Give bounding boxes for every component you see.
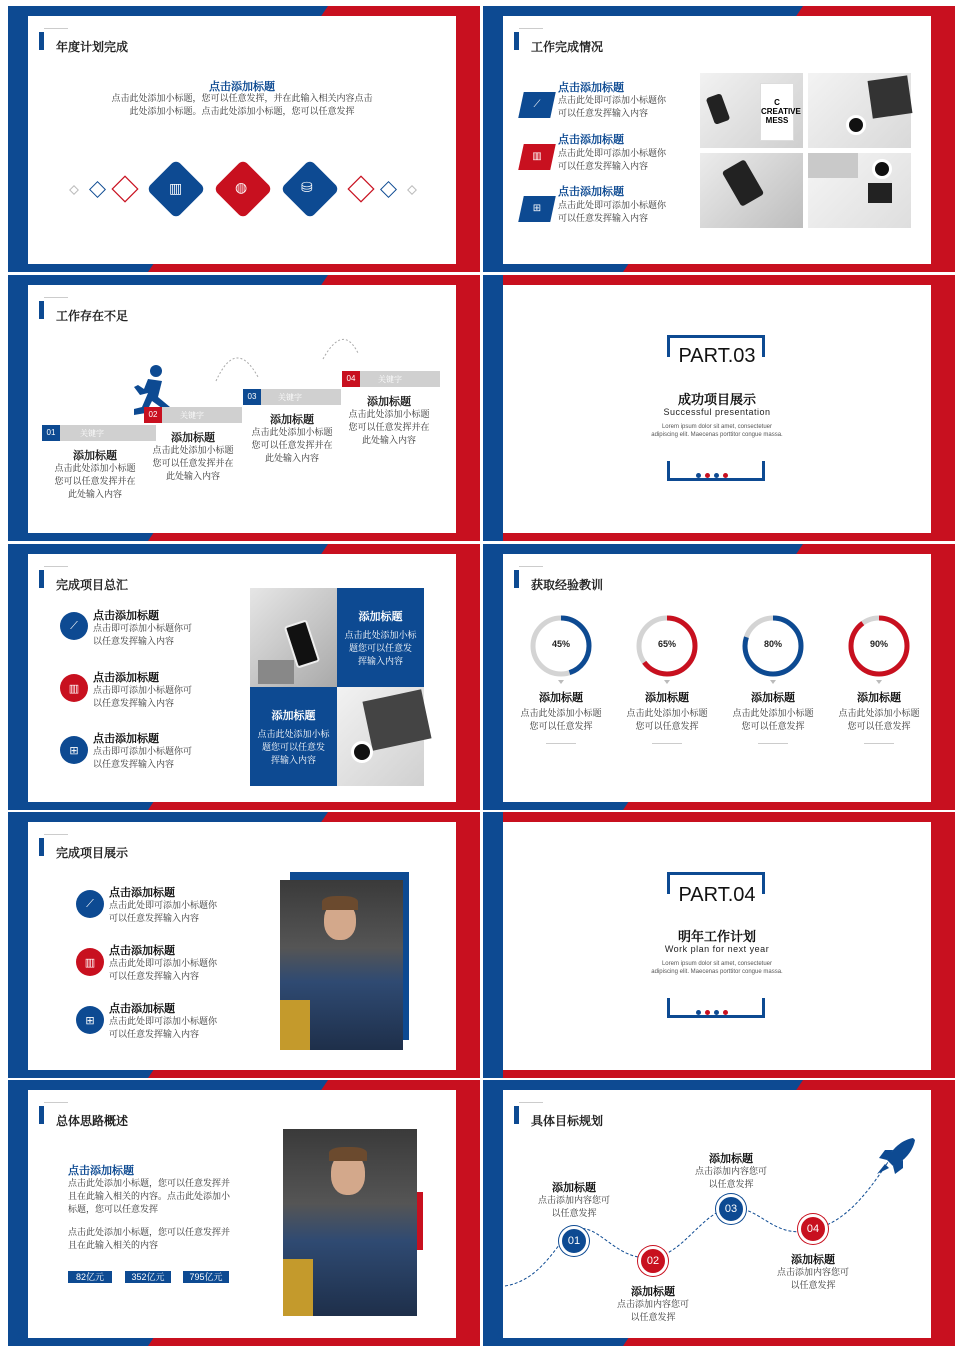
item-text: 点击此处即可添加小标题你 [109, 1016, 218, 1026]
ring-underline [652, 743, 682, 744]
box-text: 点击此处添加小标 [257, 729, 330, 739]
slide-project-showcase [8, 812, 480, 1078]
milestone-text: 以任意发挥 [708, 1179, 754, 1189]
part-number: PART.04 [678, 884, 756, 906]
item-text: 点击此处即可添加小标题你 [109, 958, 218, 968]
milestone-text: 点击添加内容您可 [537, 1195, 610, 1205]
slide-part-03 [483, 275, 955, 541]
ring-text: 点击此处添加小标题 [520, 708, 602, 718]
title-bar [514, 570, 519, 588]
milestone-node: 03 [716, 1194, 746, 1224]
item-text: 以任意发挥输入内容 [93, 759, 175, 769]
step-keyword: 关键字 [80, 429, 104, 438]
photo-laptop-coffee [808, 73, 911, 148]
part-title-cn: 成功项目展示 [677, 392, 756, 407]
step-text: 您可以任意发挥并在 [251, 440, 333, 450]
step-text: 此处输入内容 [264, 453, 319, 463]
value-tag: 795亿元 [183, 1271, 229, 1283]
milestone-heading: 添加标题 [552, 1182, 596, 1194]
ring-text: 您可以任意发挥 [847, 721, 911, 731]
ring-text: 您可以任意发挥 [741, 721, 805, 731]
milestone-node: 02 [638, 1246, 668, 1276]
box-heading: 添加标题 [271, 710, 316, 722]
box-text: 挥输入内容 [270, 755, 316, 765]
milestone-text: 点击添加内容您可 [694, 1166, 767, 1176]
item-text: 点击即可添加小标题你可 [93, 685, 193, 695]
step-heading: 添加标题 [171, 432, 215, 444]
bar-chart-icon: ▥ [518, 144, 556, 170]
slide-project-summary [8, 544, 480, 810]
progress-ring-item [831, 614, 927, 744]
photo-man-reading [283, 1129, 417, 1316]
step-text: 此处输入内容 [361, 435, 416, 445]
progress-ring [619, 614, 715, 684]
slide-title: 总体思路概述 [56, 1114, 129, 1128]
part-title-en: Successful presentation [663, 407, 771, 417]
cart-icon: ⊞ [518, 196, 556, 222]
slide-content [503, 1090, 931, 1338]
lorem-line: adipiscing elit. Maecenas porttitor congue massa. [651, 969, 783, 975]
box-text: 挥输入内容 [357, 656, 403, 666]
info-box [250, 687, 337, 786]
title-line [44, 297, 68, 298]
item-text: 点击此处即可添加小标题你 [558, 200, 667, 210]
title-bar [39, 1106, 44, 1124]
slide-title: 具体目标规划 [531, 1114, 604, 1128]
milestone-text: 以任意发挥 [790, 1280, 836, 1290]
title-line [44, 834, 68, 835]
body-line: 点击此处添加小标题，您可以任意发挥，并在此输入相关内容点击 [111, 93, 373, 103]
value-tag: 82亿元 [68, 1271, 112, 1283]
box-text: 题您可以任意发 [261, 742, 325, 752]
slide-lessons [483, 544, 955, 810]
item-text: 点击即可添加小标题你可 [93, 623, 193, 633]
slide-title: 完成项目总汇 [56, 578, 129, 592]
item-text: 可以任意发挥输入内容 [109, 913, 200, 923]
item-heading: 点击添加标题 [93, 733, 159, 745]
ring-text: 点击此处添加小标题 [838, 708, 920, 718]
photo-phone-pen [700, 153, 803, 228]
progress-ring-item [513, 614, 609, 744]
title-line [519, 28, 543, 29]
rocket-icon [875, 1136, 919, 1176]
item-text: 以任意发挥输入内容 [93, 636, 175, 646]
photo-laptop-coffee [337, 687, 424, 786]
milestone-heading: 添加标题 [709, 1153, 753, 1165]
photo-desk-phone [700, 73, 803, 148]
lorem-line: adipiscing elit. Maecenas porttitor congue massa. [651, 432, 783, 438]
photo-keyboard-coffee [808, 153, 911, 228]
step-text: 点击此处添加小标题 [348, 409, 430, 419]
chart-line-icon: ⟋ [60, 612, 88, 640]
title-line [519, 566, 543, 567]
ring-percent: 90% [869, 639, 888, 649]
item-text: 以任意发挥输入内容 [93, 698, 175, 708]
step-keyword: 关键字 [180, 411, 204, 420]
milestone-node: 04 [798, 1214, 828, 1244]
slide-content [503, 16, 931, 264]
ring-text: 点击此处添加小标题 [732, 708, 814, 718]
step-heading: 添加标题 [270, 414, 314, 426]
database-gear-icon: ⛁ [301, 179, 313, 195]
dots [696, 1002, 728, 1020]
ring-underline [864, 743, 894, 744]
slide-content [503, 554, 931, 802]
slide-title: 工作存在不足 [56, 309, 129, 323]
milestone-node: 01 [559, 1226, 589, 1256]
mess-card: C CREATIVE MESS [760, 83, 794, 141]
slide-content [503, 285, 931, 533]
lorem-line: Lorem ipsum dolor sit amet, consectetuer [661, 424, 773, 430]
slide-work-completion [483, 6, 955, 272]
lorem-line: Lorem ipsum dolor sit amet, consectetuer [661, 961, 773, 967]
progress-ring [831, 614, 927, 684]
slide-content [28, 822, 456, 1070]
milestone-heading: 添加标题 [791, 1254, 835, 1266]
overview-text: 点击此处添加小标题，您可以任意发挥并 [68, 1227, 231, 1237]
title-bar [39, 570, 44, 588]
step-heading: 添加标题 [73, 450, 117, 462]
item-heading: 点击添加标题 [558, 82, 624, 94]
ring-pointer [558, 680, 564, 684]
step-number: 02 [144, 407, 162, 423]
box-text: 题您可以任意发 [348, 643, 412, 653]
item-text: 可以任意发挥输入内容 [109, 971, 200, 981]
step-text: 点击此处添加小标题 [152, 445, 234, 455]
item-text: 点击此处即可添加小标题你 [558, 148, 667, 158]
progress-ring-item [619, 614, 715, 744]
bar-chart-icon: ▥ [60, 674, 88, 702]
step-heading: 添加标题 [367, 396, 411, 408]
ring-percent: 45% [551, 639, 570, 649]
ring-text: 点击此处添加小标题 [626, 708, 708, 718]
item-heading: 点击添加标题 [93, 672, 159, 684]
step-text: 您可以任意发挥并在 [54, 476, 136, 486]
item-heading: 点击添加标题 [93, 610, 159, 622]
progress-ring-item [725, 614, 821, 744]
ring-text: 您可以任意发挥 [635, 721, 699, 731]
ring-percent: 80% [763, 639, 782, 649]
chart-line-icon: ⟋ [76, 890, 104, 918]
step-text: 您可以任意发挥并在 [348, 422, 430, 432]
box-text: 点击此处添加小标 [344, 630, 417, 640]
step-keyword: 关键字 [378, 375, 402, 384]
title-bar [514, 32, 519, 50]
item-text: 点击即可添加小标题你可 [93, 746, 193, 756]
slide-goal-planning [483, 1080, 955, 1346]
slide-overview [8, 1080, 480, 1346]
milestone-heading: 添加标题 [631, 1286, 675, 1298]
slide-content [28, 16, 456, 264]
ring-percent: 65% [657, 639, 676, 649]
item-text: 可以任意发挥输入内容 [558, 213, 649, 223]
step-text: 您可以任意发挥并在 [152, 458, 234, 468]
overview-text: 且在此输入相关的内容。点击此处添加小 [68, 1191, 231, 1201]
ring-text: 您可以任意发挥 [529, 721, 593, 731]
milestone-text: 点击添加内容您可 [616, 1299, 689, 1309]
progress-ring [725, 614, 821, 684]
ring-pointer [664, 680, 670, 684]
step-keyword: 关键字 [278, 393, 302, 402]
slide-annual-plan [8, 6, 480, 272]
item-text: 点击此处即可添加小标题你 [558, 95, 667, 105]
slide-title: 完成项目展示 [56, 846, 129, 860]
slide-work-shortcomings [8, 275, 480, 541]
body-line: 此处添加小标题。点击此处添加小标题，您可以任意发挥 [129, 106, 355, 116]
ring-underline [758, 743, 788, 744]
ring-heading: 添加标题 [857, 692, 901, 704]
subtitle: 点击添加标题 [209, 81, 275, 93]
ring-underline [546, 743, 576, 744]
slide-title: 年度计划完成 [56, 40, 129, 54]
step-number: 03 [243, 389, 261, 405]
value-tag: 352亿元 [125, 1271, 171, 1283]
item-text: 点击此处即可添加小标题你 [109, 900, 218, 910]
item-heading: 点击添加标题 [109, 887, 175, 899]
step-number: 04 [342, 371, 360, 387]
bar-chart-icon: ▥ [76, 948, 104, 976]
slide-title: 工作完成情况 [531, 40, 604, 54]
ring-pointer [876, 680, 882, 684]
coins-icon: ◍ [235, 179, 248, 195]
slide-content [503, 822, 931, 1070]
step-text: 点击此处添加小标题 [251, 427, 333, 437]
slide-content [28, 554, 456, 802]
cart-icon: ⊞ [76, 1006, 104, 1034]
milestone-text: 点击添加内容您可 [776, 1267, 849, 1277]
title-bar [39, 838, 44, 856]
ring-heading: 添加标题 [539, 692, 583, 704]
building-icon: ▥ [169, 180, 183, 196]
overview-text: 点击此处添加小标题，您可以任意发挥并 [68, 1178, 231, 1188]
photo-man-reading [280, 880, 403, 1050]
title-line [44, 566, 68, 567]
title-bar [39, 32, 44, 50]
photo-glasses-phone [250, 588, 337, 687]
slide-content [28, 285, 456, 533]
dots [696, 465, 728, 483]
chart-line-icon: ⟋ [518, 92, 556, 118]
item-text: 可以任意发挥输入内容 [558, 161, 649, 171]
title-bar [39, 301, 44, 319]
step-text: 此处输入内容 [67, 489, 122, 499]
item-heading: 点击添加标题 [109, 945, 175, 957]
item-heading: 点击添加标题 [558, 186, 624, 198]
slide-title: 获取经验教训 [531, 578, 604, 592]
slide-content [28, 1090, 456, 1338]
title-line [44, 1102, 68, 1103]
progress-ring [513, 614, 609, 684]
part-title-en: Work plan for next year [664, 944, 770, 954]
title-line [44, 28, 68, 29]
milestone-text: 以任意发挥 [630, 1312, 676, 1322]
item-heading: 点击添加标题 [109, 1003, 175, 1015]
step-text: 点击此处添加小标题 [54, 463, 136, 473]
box-heading: 添加标题 [358, 611, 403, 623]
info-box [337, 588, 424, 687]
overview-text: 标题，您可以任意发挥 [68, 1204, 159, 1214]
ring-heading: 添加标题 [751, 692, 795, 704]
ring-pointer [770, 680, 776, 684]
part-number: PART.03 [678, 345, 756, 367]
overview-heading: 点击添加标题 [68, 1165, 134, 1177]
overview-text: 且在此输入相关的内容 [68, 1240, 159, 1250]
ring-heading: 添加标题 [645, 692, 689, 704]
item-text: 可以任意发挥输入内容 [109, 1029, 200, 1039]
slide-part-04 [483, 812, 955, 1078]
cart-icon: ⊞ [60, 736, 88, 764]
step-number: 01 [42, 425, 60, 441]
step-text: 此处输入内容 [165, 471, 220, 481]
milestone-text: 以任意发挥 [551, 1208, 597, 1218]
part-title-cn: 明年工作计划 [677, 929, 756, 944]
item-text: 可以任意发挥输入内容 [558, 108, 649, 118]
item-heading: 点击添加标题 [558, 134, 624, 146]
